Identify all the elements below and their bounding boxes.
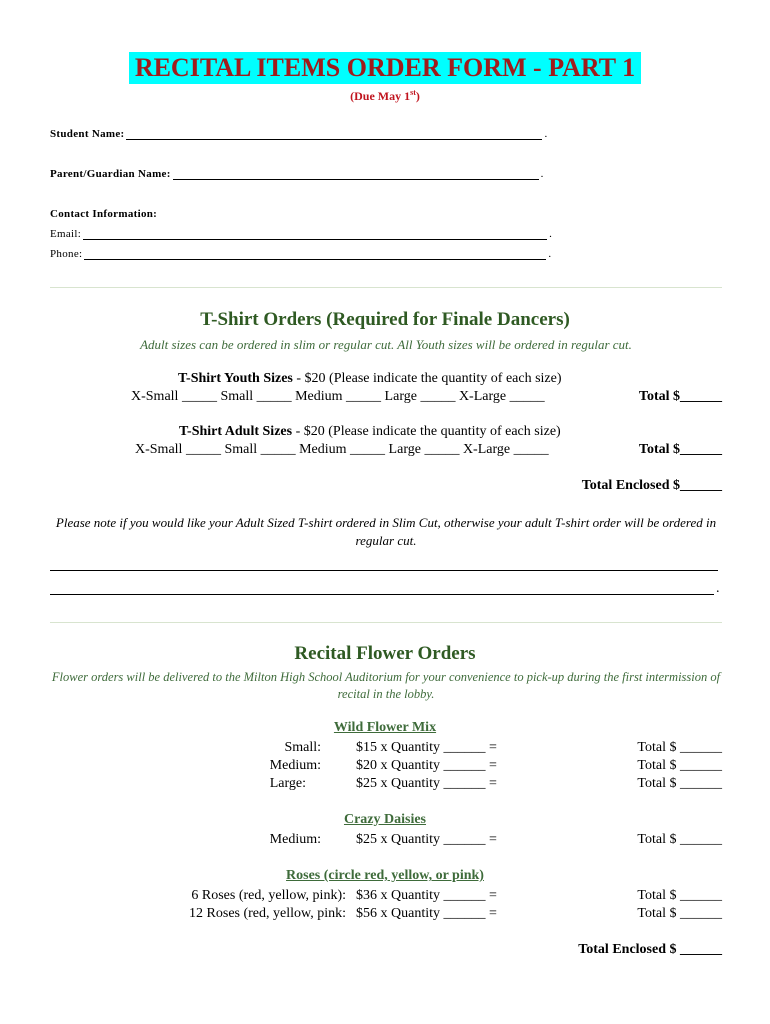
- student-name-line[interactable]: [126, 129, 542, 140]
- parent-name-field[interactable]: Parent/Guardian Name: .: [50, 168, 544, 180]
- roses-total-12[interactable]: Total $ ______: [637, 906, 722, 921]
- slim-cut-note: Please note if you would like your Adult Sized T-shirt ordered in Slim Cut, otherwise your adult T-shirt order will be ordered in regular cut.: [55, 515, 717, 548]
- phone-label: Phone:: [50, 248, 83, 260]
- adult-heading: T-Shirt Adult Sizes - $20 (Please indicate the quantity of each size): [179, 424, 561, 439]
- wild-price-large[interactable]: $25 x Quantity ______ =: [356, 776, 497, 791]
- wild-total-large[interactable]: Total $ ______: [637, 776, 722, 791]
- wild-price-medium[interactable]: $20 x Quantity ______ =: [356, 758, 497, 773]
- slim-cut-line-2[interactable]: [50, 594, 714, 595]
- parent-name-label: Parent/Guardian Name:: [50, 168, 171, 180]
- wild-size-medium: Medium:: [269, 758, 321, 773]
- flower-section-title: Recital Flower Orders: [294, 643, 476, 664]
- tshirt-total-enclosed[interactable]: Total Enclosed $______: [581, 478, 722, 493]
- roses-price-6[interactable]: $36 x Quantity ______ =: [356, 888, 497, 903]
- roses-total-6[interactable]: Total $ ______: [637, 888, 722, 903]
- daisy-size-medium: Medium:: [269, 832, 321, 847]
- adult-sizes[interactable]: X-Small _____ Small _____ Medium _____ Large _____ X-Large _____: [135, 442, 549, 457]
- due-date: (Due May 1st): [350, 88, 420, 103]
- youth-total[interactable]: Total $______: [638, 389, 722, 404]
- roses-size-12: 12 Roses (red, yellow, pink:: [189, 906, 346, 921]
- phone-line[interactable]: [84, 249, 546, 260]
- youth-sizes[interactable]: X-Small _____ Small _____ Medium _____ Large _____ X-Large _____: [131, 389, 545, 404]
- roses-price-12[interactable]: $56 x Quantity ______ =: [356, 906, 497, 921]
- wild-size-small: Small:: [284, 740, 321, 755]
- crazy-daisies-title: Crazy Daisies: [343, 812, 427, 827]
- email-line[interactable]: [83, 229, 547, 240]
- parent-name-line[interactable]: [173, 169, 539, 180]
- email-field[interactable]: Email: .: [50, 228, 553, 240]
- tshirt-section-title: T-Shirt Orders (Required for Finale Dancers): [200, 309, 570, 330]
- form-header: [0, 52, 770, 84]
- daisy-price-medium[interactable]: $25 x Quantity ______ =: [356, 832, 497, 847]
- roses-size-6: 6 Roses (red, yellow, pink):: [191, 888, 346, 903]
- slim-cut-end-dot: .: [716, 581, 720, 596]
- section-divider: [50, 622, 722, 623]
- daisy-total-medium[interactable]: Total $ ______: [637, 832, 722, 847]
- wild-flower-title: Wild Flower Mix: [333, 720, 437, 735]
- tshirt-note: Adult sizes can be ordered in slim or regular cut. All Youth sizes will be ordered in regular cut.: [140, 337, 632, 352]
- slim-cut-line-1[interactable]: [50, 570, 718, 571]
- youth-heading: T-Shirt Youth Sizes - $20 (Please indicate the quantity of each size): [178, 371, 562, 386]
- form-title: RECITAL ITEMS ORDER FORM - PART 1: [129, 52, 641, 84]
- wild-size-large: Large:: [269, 776, 306, 791]
- phone-field[interactable]: Phone: .: [50, 248, 552, 260]
- flower-total-enclosed[interactable]: Total Enclosed $ ______: [578, 942, 722, 957]
- adult-total[interactable]: Total $______: [638, 442, 722, 457]
- roses-title: Roses (circle red, yellow, or pink): [286, 868, 484, 883]
- wild-total-small[interactable]: Total $ ______: [637, 740, 722, 755]
- wild-total-medium[interactable]: Total $ ______: [637, 758, 722, 773]
- student-name-field[interactable]: Student Name: .: [50, 128, 548, 140]
- student-name-label: Student Name:: [50, 128, 125, 140]
- contact-heading: Contact Information:: [50, 208, 158, 220]
- wild-price-small[interactable]: $15 x Quantity ______ =: [356, 740, 497, 755]
- email-label: Email:: [50, 228, 82, 240]
- flower-note: Flower orders will be delivered to the Milton High School Auditorium for your convenience to pick-up during the first intermission of recital in the lobby.: [51, 670, 721, 701]
- section-divider: [50, 287, 722, 288]
